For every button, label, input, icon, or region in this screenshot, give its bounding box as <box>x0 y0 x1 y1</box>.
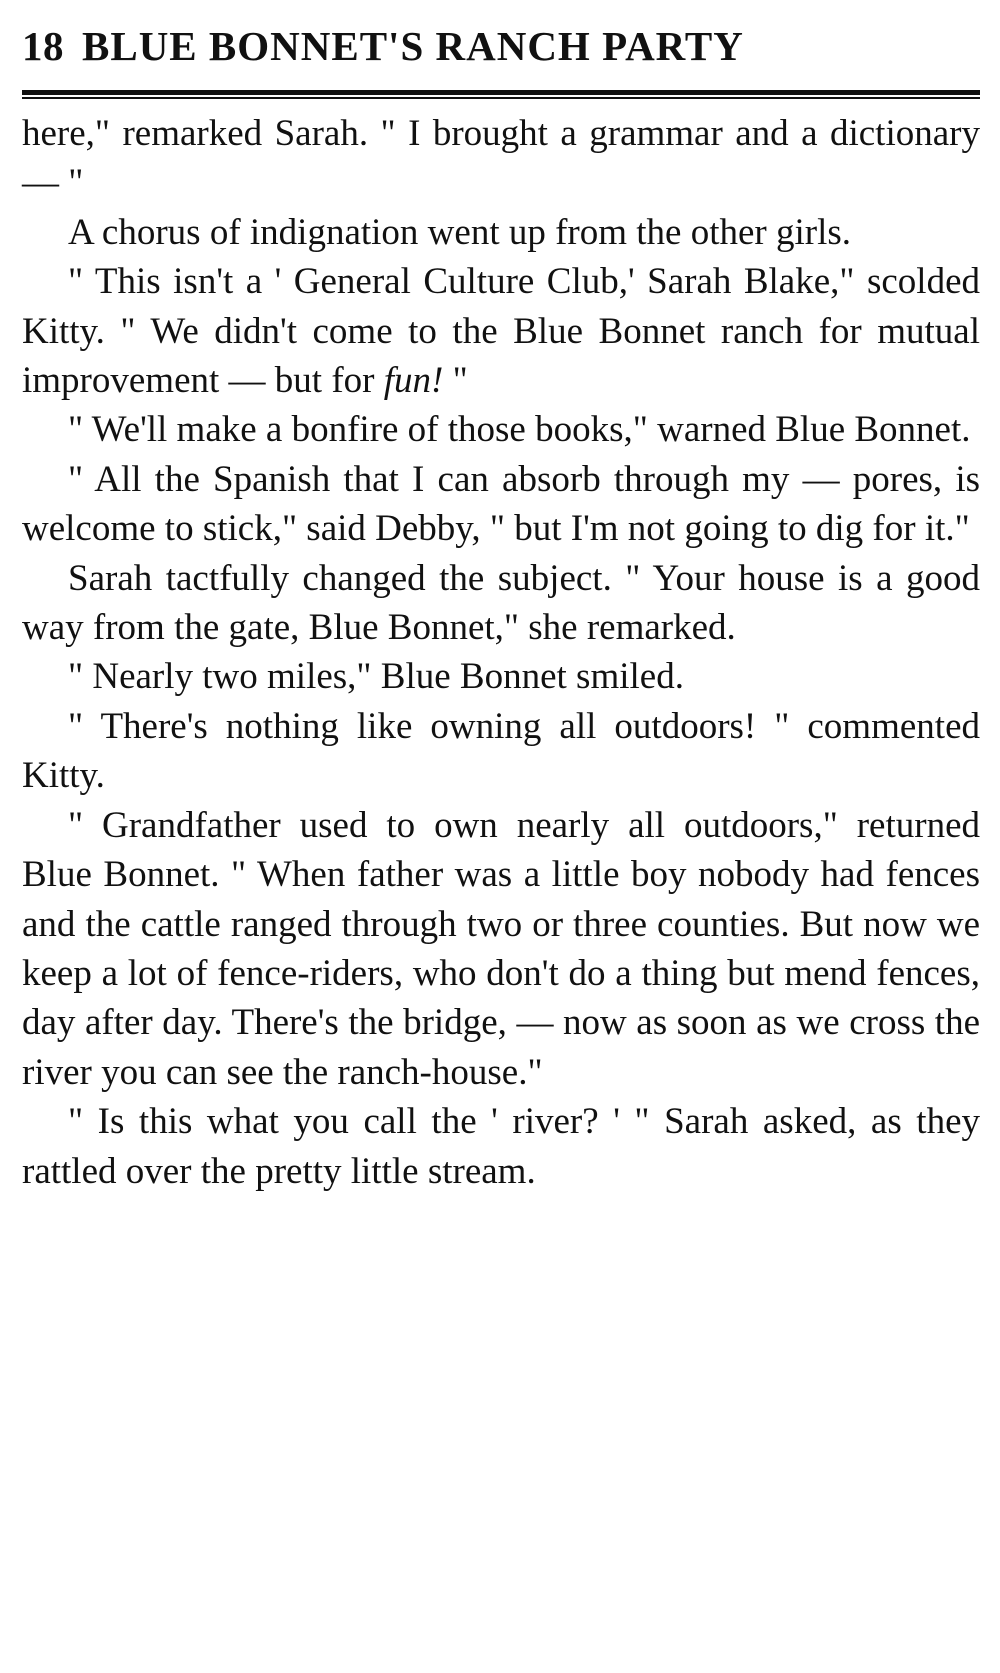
running-head <box>22 22 980 88</box>
header-rule <box>22 90 980 99</box>
paragraph: " Is this what you call the ' river? ' " Sarah asked, as they rattled over the pretty little stream. <box>22 1101 980 1192</box>
paragraph-continued: here," remarked Sarah. " I brought a grammar and a dictionary — " <box>22 113 980 204</box>
paragraph: Sarah tactfully changed the subject. " Your house is a good way from the gate, Blue Bonnet," she remarked. <box>22 557 980 649</box>
book-page <box>22 22 980 1196</box>
body-text <box>22 109 980 1196</box>
paragraph-text: " This isn't a ' General Culture Club,' Sarah Blake," scolded Kitty. " We didn't come to the Blue Bonnet ranch for mutual improvement — but for <box>22 261 980 402</box>
paragraph: A chorus of indignation went up from the other girls. <box>68 211 852 253</box>
paragraph <box>22 257 980 405</box>
paragraph: " We'll make a bonfire of those books," warned Blue Bonnet. <box>68 409 971 451</box>
emphasis-text: fun! <box>383 360 444 402</box>
paragraph: " There's nothing like owning all outdoors! " commented Kitty. <box>22 705 980 797</box>
paragraph: " Grandfather used to own nearly all outdoors," returned Blue Bonnet. " When father was a little boy nobody had fences and the cattle ranged through two or three counties. But now we keep a lot of fence-riders, who don't do a thing but mend fences, day after day. There's the bridge, — now as soon as we cross the river you can see the ranch-house." <box>22 804 980 1093</box>
running-title: BLUE BONNET'S RANCH PARTY <box>82 23 744 69</box>
page-number: 18 <box>22 23 64 69</box>
paragraph: " All the Spanish that I can absorb through my — pores, is welcome to stick," said Debby, " but I'm not going to dig for it." <box>22 458 980 550</box>
paragraph: " Nearly two miles," Blue Bonnet smiled. <box>68 656 684 698</box>
paragraph-text: " <box>443 360 468 402</box>
